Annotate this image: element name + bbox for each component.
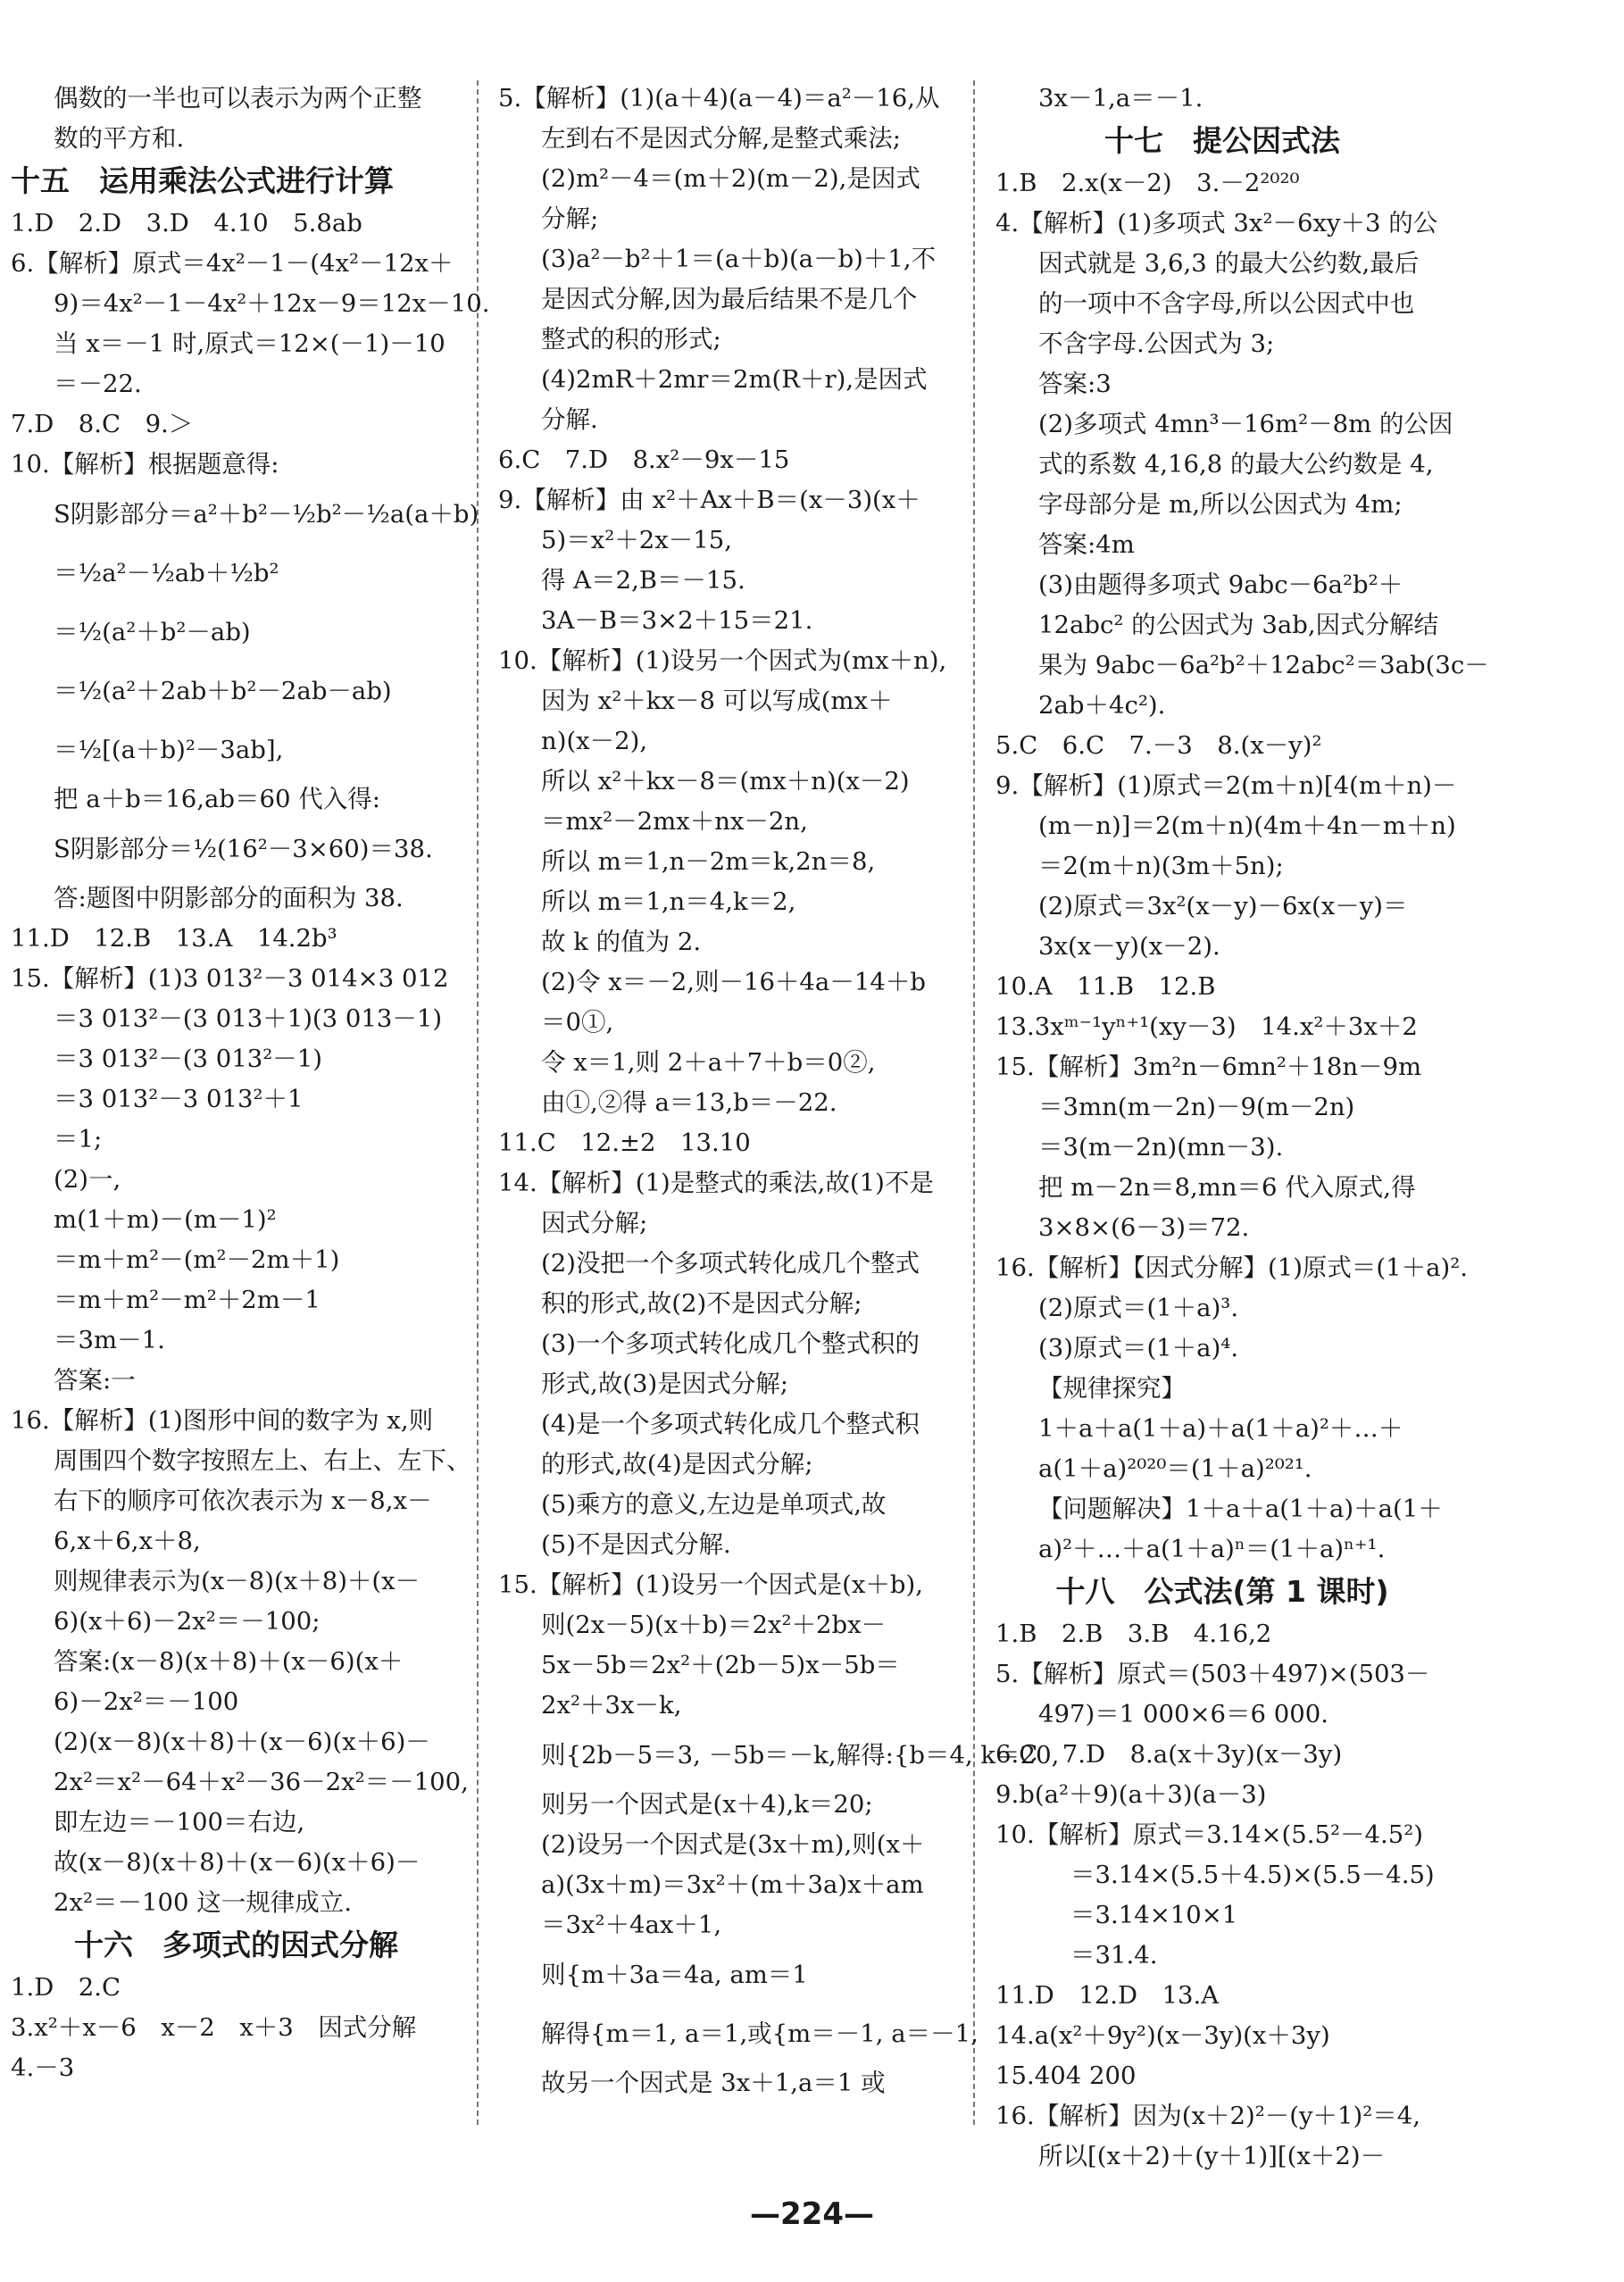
text-line: 6.【解析】原式＝4x²－1－(4x²－12x＋	[11, 249, 454, 278]
text-line: 的一项中不含字母,所以公因式中也	[1038, 289, 1415, 318]
text-line: 5.C 6.C 7.－3 8.(x－y)²	[995, 731, 1322, 760]
text-line: 4.【解析】(1)多项式 3x²－6xy＋3 的公	[995, 209, 1438, 237]
text-line: a(1＋a)²⁰²⁰＝(1＋a)²⁰²¹.	[1038, 1454, 1312, 1483]
text-line: 由①,②得 a＝13,b＝－22.	[541, 1088, 837, 1117]
text-line: 15.【解析】3m²n－6mn²＋18n－9m	[995, 1053, 1422, 1081]
text-line: 9.【解析】(1)原式＝2(m＋n)[4(m＋n)－	[995, 771, 1457, 800]
text-line: 所以 x²＋kx－8＝(mx＋n)(x－2)	[541, 767, 910, 795]
column-left	[11, 79, 490, 2088]
text-line: 5.【解析】(1)(a＋4)(a－4)＝a²－16,从	[498, 84, 940, 112]
text-line: 所以[(x＋2)＋(y＋1)][(x＋2)－	[1038, 2142, 1386, 2170]
text-line: 则(2x－5)(x＋b)＝2x²＋2bx－	[541, 1611, 887, 1639]
text-line: ＝m＋m²－m²＋2m－1	[54, 1286, 321, 1314]
text-line: 6,x＋6,x＋8,	[54, 1527, 201, 1555]
section-heading: 十五 运用乘法公式进行计算	[11, 163, 394, 198]
text-line: 4.－3	[11, 2053, 75, 2082]
text-line: 所以 m＝1,n＝4,k＝2,	[541, 887, 796, 916]
section-heading: 十七 提公因式法	[1104, 123, 1340, 158]
text-line: 积的形式,故(2)不是因式分解;	[541, 1289, 862, 1318]
text-line: ＝3.14×(5.5＋4.5)×(5.5－4.5)	[1070, 1861, 1435, 1889]
text-line: 字母部分是 m,所以公因式为 4m;	[1038, 490, 1403, 519]
text-line: (5)乘方的意义,左边是单项式,故	[541, 1490, 887, 1519]
text-line: 令 x＝1,则 2＋a＋7＋b＝0②,	[541, 1048, 876, 1077]
text-line: 16.【解析】【因式分解】(1)原式＝(1＋a)².	[995, 1253, 1469, 1282]
text-line: (3)原式＝(1＋a)⁴.	[1038, 1334, 1239, 1362]
text-line: 12abc² 的公因式为 3ab,因式分解结	[1038, 611, 1439, 639]
text-line: 6.C 7.D 8.x²－9x－15	[498, 446, 790, 474]
text-line: (5)不是因式分解.	[541, 1530, 731, 1559]
text-line: ＝0①,	[541, 1008, 614, 1037]
text-line: 数的平方和.	[54, 124, 185, 153]
text-line: 15.404 200	[995, 2061, 1137, 2090]
text-line: 13.3xᵐ⁻¹yⁿ⁺¹(xy－3) 14.x²＋3x＋2	[995, 1012, 1418, 1041]
text-line: 的形式,故(4)是因式分解;	[541, 1450, 813, 1478]
text-line: ＝m＋m²－(m²－2m＋1)	[54, 1245, 340, 1274]
text-line: 所以 m＝1,n－2m＝k,2n＝8,	[541, 847, 876, 876]
text-line: 是因式分解,因为最后结果不是几个	[541, 285, 918, 313]
text-line: 7.D 8.C 9.＞	[11, 410, 194, 438]
text-line: (3)a²－b²＋1＝(a＋b)(a－b)＋1,不	[541, 245, 937, 273]
text-line: 6)－2x²＝－100	[54, 1687, 239, 1716]
text-line: 6)(x＋6)－2x²＝－100;	[54, 1607, 321, 1636]
text-line: 因为 x²＋kx－8 可以写成(mx＋	[541, 687, 893, 715]
text-line: 5.【解析】原式＝(503＋497)×(503－	[995, 1660, 1430, 1688]
text-line: (2)设另一个因式是(3x＋m),则(x＋	[541, 1830, 925, 1859]
column-divider-left	[477, 80, 479, 2125]
text-line: ＝3mn(m－2n)－9(m－2n)	[1038, 1093, 1355, 1121]
text-line: 即左边＝－100＝右边,	[54, 1808, 305, 1836]
text-line: (2)(x－8)(x＋8)＋(x－6)(x＋6)－	[54, 1728, 430, 1756]
text-line: 16.【解析】因为(x＋2)²－(y＋1)²＝4,	[995, 2102, 1420, 2130]
text-line: 因式分解;	[541, 1209, 648, 1237]
text-line: 10.【解析】(1)设另一个因式为(mx＋n),	[498, 646, 947, 675]
text-line: 则{m＋3a＝4a, am＝1	[541, 1961, 808, 1989]
text-line: 3x－1,a＝－1.	[1038, 84, 1203, 112]
text-line: ＝½[(a＋b)²－3ab],	[54, 736, 284, 764]
text-line: 则另一个因式是(x＋4),k＝20;	[541, 1790, 873, 1819]
text-line: 故 k 的值为 2.	[541, 928, 702, 956]
text-line: S阴影部分＝a²＋b²－½b²－½a(a＋b)	[54, 500, 479, 529]
text-line: (2)原式＝3x²(x－y)－6x(x－y)＝	[1038, 892, 1408, 920]
text-line: 1.D 2.D 3.D 4.10 5.8ab	[11, 209, 362, 237]
text-line: (2)令 x＝－2,则－16＋4a－14＋b	[541, 968, 926, 996]
text-line: 【规律探究】	[1038, 1374, 1186, 1403]
text-line: 当 x＝－1 时,原式＝12×(－1)－10	[54, 329, 446, 358]
text-line: (2)原式＝(1＋a)³.	[1038, 1294, 1239, 1322]
text-line: 16.【解析】(1)图形中间的数字为 x,则	[11, 1406, 434, 1435]
text-line: 右下的顺序可依次表示为 x－8,x－	[54, 1487, 432, 1515]
text-line: 11.D 12.B 13.A 14.2b³	[11, 924, 337, 953]
text-line: ＝3 013²－(3 013＋1)(3 013－1)	[54, 1004, 443, 1033]
section-heading: 十六 多项式的因式分解	[74, 1928, 398, 1962]
text-line: 5)＝x²＋2x－15,	[541, 526, 732, 554]
text-line: ＝3.14×10×1	[1070, 1901, 1238, 1929]
text-line: ＝3 013²－(3 013²－1)	[54, 1045, 322, 1073]
text-line: 9.b(a²＋9)(a＋3)(a－3)	[995, 1780, 1267, 1809]
text-line: 答案:一	[54, 1366, 136, 1395]
text-line: 9)＝4x²－1－4x²＋12x－9＝12x－10.	[54, 289, 490, 318]
text-line: 1.B 2.x(x－2) 3.－2²⁰²⁰	[995, 169, 1300, 197]
column-right	[995, 79, 1489, 2177]
text-line: 5x－5b＝2x²＋(2b－5)x－5b＝	[541, 1651, 900, 1679]
text-line: 答案:3	[1038, 370, 1112, 398]
text-line: 【问题解决】1＋a＋a(1＋a)＋a(1＋	[1038, 1495, 1443, 1523]
text-line: 左到右不是因式分解,是整式乘法;	[541, 124, 902, 153]
text-line: S阴影部分＝½(16²－3×60)＝38.	[54, 835, 433, 863]
text-line: 11.C 12.±2 13.10	[498, 1129, 751, 1157]
text-line: 答案:(x－8)(x＋8)＋(x－6)(x＋	[54, 1647, 404, 1676]
text-line: a)(3x＋m)＝3x²＋(m＋3a)x＋am	[541, 1870, 924, 1899]
text-line: ＝3 013²－3 013²＋1	[54, 1085, 304, 1113]
text-line: 解得{m＝1, a＝1,或{m＝－1, a＝－1,	[541, 2020, 979, 2048]
column-middle	[498, 79, 1060, 2103]
text-line: 10.A 11.B 12.B	[995, 972, 1216, 1001]
text-line: m(1＋m)－(m－1)²	[54, 1205, 277, 1234]
text-line: ＝3(m－2n)(mn－3).	[1038, 1133, 1284, 1162]
text-line: 分解;	[541, 204, 599, 233]
text-line: 6.C 7.D 8.a(x＋3y)(x－3y)	[995, 1740, 1343, 1769]
text-line: 周围四个数字按照左上、右上、左下、	[54, 1446, 471, 1475]
text-line: (2)m²－4＝(m＋2)(m－2),是因式	[541, 164, 920, 193]
text-line: 果为 9abc－6a²b²＋12abc²＝3ab(3c－	[1038, 651, 1489, 679]
text-line: 答案:4m	[1038, 530, 1135, 559]
text-line: (4)2mR＋2mr＝2m(R＋r),是因式	[541, 365, 928, 394]
text-line: ＝1;	[54, 1125, 103, 1153]
text-line: 10.【解析】根据题意得:	[11, 450, 279, 479]
page-number: —224—	[750, 2196, 874, 2232]
text-line: 1.B 2.B 3.B 4.16,2	[995, 1620, 1272, 1648]
text-line: ＝½(a²＋b²－ab)	[54, 618, 251, 646]
text-line: ＝31.4.	[1070, 1941, 1158, 1970]
text-line: 则规律表示为(x－8)(x＋8)＋(x－	[54, 1567, 421, 1595]
text-line: 不含字母.公因式为 3;	[1038, 329, 1275, 358]
text-line: 形式,故(3)是因式分解;	[541, 1370, 788, 1398]
text-line: 故另一个因式是 3x＋1,a＝1 或	[541, 2069, 886, 2097]
text-line: ＝mx²－2mx＋nx－2n,	[541, 807, 808, 836]
text-line: ＝3x²＋4ax＋1,	[541, 1911, 722, 1939]
text-line: n)(x－2),	[541, 727, 648, 755]
text-line: 15.【解析】(1)设另一个因式是(x＋b),	[498, 1570, 923, 1599]
text-line: (m－n)]＝2(m＋n)(4m＋4n－m＋n)	[1038, 812, 1456, 840]
text-line: ＝½(a²＋2ab＋b²－2ab－ab)	[54, 677, 392, 705]
text-line: (3)一个多项式转化成几个整式积的	[541, 1329, 920, 1358]
text-line: ＝2(m＋n)(3m＋5n);	[1038, 852, 1284, 880]
text-line: 偶数的一半也可以表示为两个正整	[54, 84, 422, 112]
text-line: 得 A＝2,B＝－15.	[541, 566, 745, 595]
text-line: 2ab＋4c²).	[1038, 691, 1166, 720]
text-line: 3.x²＋x－6 x－2 x＋3 因式分解	[11, 2013, 417, 2042]
text-line: 把 m－2n＝8,mn＝6 代入原式,得	[1038, 1173, 1416, 1202]
text-line: (2)没把一个多项式转化成几个整式	[541, 1249, 920, 1278]
text-line: 3A－B＝3×2＋15＝21.	[541, 606, 813, 635]
section-heading: 十八 公式法(第 1 课时)	[1055, 1574, 1389, 1609]
text-line: (2)多项式 4mn³－16m²－8m 的公因	[1038, 410, 1453, 438]
text-line: (4)是一个多项式转化成几个整式积	[541, 1410, 920, 1438]
text-line: (2)一,	[54, 1165, 121, 1194]
text-line: (3)由题得多项式 9abc－6a²b²＋	[1038, 570, 1403, 599]
text-line: 3×8×(6－3)＝72.	[1038, 1213, 1250, 1242]
text-line: 3x(x－y)(x－2).	[1038, 932, 1220, 961]
text-line: 则{2b－5＝3, －5b＝－k,解得:{b＝4, k＝20,	[541, 1741, 1060, 1770]
text-line: 故(x－8)(x＋8)＋(x－6)(x＋6)－	[54, 1848, 421, 1877]
text-line: 1.D 2.C	[11, 1973, 121, 2002]
text-line: 式的系数 4,16,8 的最大公约数是 4,	[1038, 450, 1434, 479]
text-line: ＝3m－1.	[54, 1326, 165, 1354]
text-line: 把 a＋b＝16,ab＝60 代入得:	[54, 785, 380, 813]
text-line: 9.【解析】由 x²＋Ax＋B＝(x－3)(x＋	[498, 486, 920, 514]
text-line: 因式就是 3,6,3 的最大公约数,最后	[1038, 249, 1420, 278]
text-line: 答:题图中阴影部分的面积为 38.	[54, 884, 404, 912]
text-line: 11.D 12.D 13.A	[995, 1981, 1220, 2010]
text-line: 15.【解析】(1)3 013²－3 014×3 012	[11, 964, 449, 993]
text-line: ＝½a²－½ab＋½b²	[54, 559, 279, 587]
text-line: 2x²＋3x－k,	[541, 1691, 682, 1720]
text-line: 2x²＝x²－64＋x²－36－2x²＝－100,	[54, 1768, 469, 1796]
text-line: 14.【解析】(1)是整式的乘法,故(1)不是	[498, 1169, 934, 1197]
text-line: 14.a(x²＋9y²)(x－3y)(x＋3y)	[995, 2021, 1330, 2050]
text-line: 整式的积的形式;	[541, 325, 721, 354]
column-divider-right	[973, 80, 975, 2125]
text-line: ＝－22.	[54, 370, 142, 398]
text-line: 10.【解析】原式＝3.14×(5.5²－4.5²)	[995, 1820, 1423, 1849]
text-line: 分解.	[541, 405, 598, 434]
text-line: 1＋a＋a(1＋a)＋a(1＋a)²＋…＋	[1038, 1414, 1403, 1443]
text-line: a)²＋…＋a(1＋a)ⁿ＝(1＋a)ⁿ⁺¹.	[1038, 1535, 1386, 1563]
text-line: 2x²＝－100 这一规律成立.	[54, 1888, 353, 1917]
text-line: 497)＝1 000×6＝6 000.	[1038, 1700, 1328, 1728]
